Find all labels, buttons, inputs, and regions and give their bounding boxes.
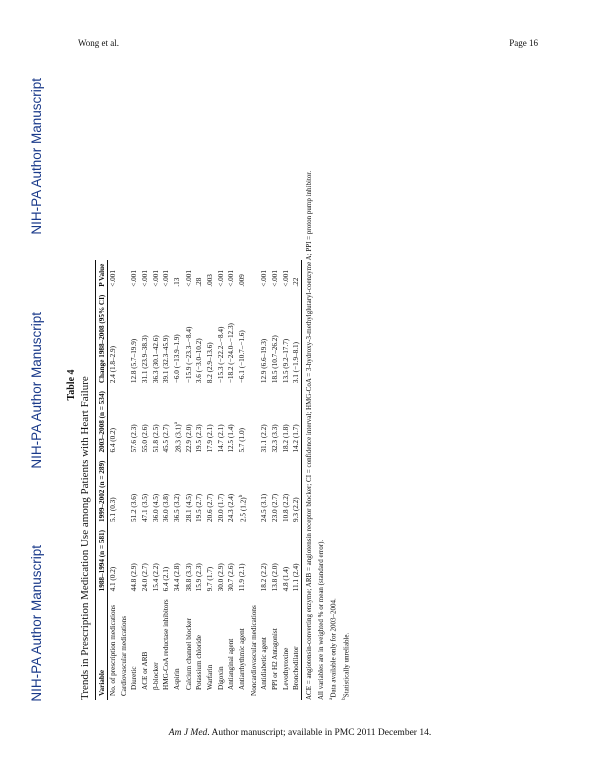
page-footer — [0, 728, 600, 738]
table-cell: 18.2 (2.2) — [260, 563, 269, 592]
table-cell: 2.4 (1.8–2.9) — [109, 346, 118, 384]
table-cell: 13.8 (2.0) — [270, 563, 279, 592]
table-cell: 5.1 (0.3) — [109, 497, 118, 522]
table-row — [150, 260, 161, 700]
table-cell: 4.1 (0.2) — [109, 566, 118, 592]
table-cell: 4.8 (1.4) — [281, 566, 290, 592]
table-cell — [119, 526, 130, 595]
table-cell: .28 — [195, 277, 204, 287]
table-cell: <.001 — [216, 270, 225, 287]
row-label: Cardiovascular medications — [119, 615, 128, 696]
table-cell: 19.5 (2.3) — [195, 424, 204, 453]
table-row — [184, 260, 195, 700]
table-cell: 8.2 (2.9–13.6) — [206, 342, 215, 384]
table-cell: 20.0 (1.7) — [216, 493, 225, 522]
table-cell: −18.2 (−24.0–−12.3) — [227, 323, 236, 384]
row-label: β-blocker — [151, 662, 160, 690]
running-header-author: Wong et al. — [78, 38, 120, 48]
table-cell: 13.5 (9.2–17.7) — [281, 338, 290, 384]
table-cell: 36.3 (30.1–42.6) — [151, 335, 160, 384]
footer-text: . Author manuscript; available in PMC 2011 December 14. — [207, 728, 432, 738]
table-cell: 18.2 (1.8) — [281, 424, 290, 453]
table-cell: <.001 — [109, 270, 118, 287]
footnote-b: $^b$Statistically unreliable. — [341, 632, 351, 700]
table-row — [226, 260, 237, 700]
table-cell: 10.8 (2.2) — [281, 493, 290, 522]
table-cell: 24.3 (2.4) — [227, 493, 236, 522]
table-cell: −6.0 (−13.9–1.9) — [172, 334, 181, 384]
table-cell — [119, 260, 130, 291]
page-number: Page 16 — [509, 38, 538, 48]
table-cell: 14.2 (1.7) — [291, 387, 302, 456]
table-cell: <.001 — [281, 270, 290, 287]
table-cell: 22.9 (2.0) — [184, 424, 193, 453]
table-row — [280, 260, 291, 700]
table-cell: 18.5 (10.7–26.2) — [270, 335, 279, 384]
table-cell: <.001 — [227, 270, 236, 287]
table-cell: <.001 — [184, 270, 193, 287]
table-cell: 36.5 (3.2) — [172, 493, 181, 522]
table-cell: 55.0 (2.6) — [141, 424, 150, 453]
nihpa-side-banner — [18, 40, 54, 740]
table-cell — [249, 260, 260, 291]
table-row — [270, 260, 281, 700]
table-cell — [119, 387, 130, 456]
footnote-a: $^a$Data available only for 2003–2004. — [328, 598, 338, 700]
table-cell: 3.6 (−3.0–10.2) — [195, 338, 204, 384]
column-header: 1999–2002 (n = 289) — [96, 457, 108, 526]
table-cell: 15.4 (2.2) — [151, 563, 160, 592]
table-cell: 57.6 (2.3) — [130, 424, 139, 453]
table-cell — [249, 387, 260, 456]
table-cell: 6.4 (2.1) — [162, 566, 171, 592]
table-cell: 31.1 (2.2) — [260, 424, 269, 453]
row-label: HMG-CoA reductase inhibitors — [162, 599, 171, 690]
table-cell: <.001 — [260, 270, 269, 287]
row-label: ACE or ARB — [141, 651, 150, 690]
medication-trends-table — [95, 260, 302, 700]
table-cell: 32.3 (3.3) — [270, 424, 279, 453]
table-cell: 12.5 (1.4) — [227, 424, 236, 453]
table-row — [129, 260, 140, 700]
row-label: PPI or H2 Antagonist — [270, 628, 279, 690]
table-cell: 31.1 (23.9–38.3) — [141, 335, 150, 384]
column-header: Variable — [96, 595, 108, 700]
table-cell: 9.3 (2.2) — [291, 457, 302, 526]
table-cell: <.001 — [162, 270, 171, 287]
row-label: Antiarrhythmic agent — [237, 628, 246, 690]
side-label: NIH-PA Author Manuscript — [28, 78, 44, 235]
table-cell: .003 — [206, 274, 215, 287]
table-cell: 19.5 (2.7) — [195, 493, 204, 522]
table-cell: 28.1 (4.5) — [184, 493, 193, 522]
table-row — [140, 260, 151, 700]
table-cell: 45.5 (2.7) — [162, 424, 171, 453]
table-row — [259, 260, 270, 700]
units-note: All variables are in weighted % or mean (standard error). — [316, 539, 325, 700]
row-label: Warfarin — [206, 664, 215, 690]
table-row — [237, 260, 249, 700]
table-cell: 30.7 (2.6) — [227, 563, 236, 592]
table-cell: 39.1 (32.3–45.9) — [162, 335, 171, 384]
table-cell: 44.8 (2.9) — [130, 563, 139, 592]
table-cell — [249, 291, 260, 387]
table-cell: 9.7 (1.7) — [206, 566, 215, 592]
table-cell: −15.9 (−23.3–−8.4) — [184, 326, 193, 384]
table-row — [194, 260, 205, 700]
table-row — [119, 260, 130, 700]
table-cell: 20.6 (2.7) — [206, 493, 215, 522]
table-cell — [119, 291, 130, 387]
table-cell: <.001 — [130, 270, 139, 287]
row-label: Levothyroxine — [281, 647, 290, 690]
table-row — [172, 260, 184, 700]
row-label: Bronchodilator — [291, 595, 302, 700]
table-cell: 30.0 (2.9) — [216, 563, 225, 592]
table-cell: .22 — [291, 260, 302, 291]
table-cell: 36.0 (4.5) — [151, 493, 160, 522]
abbreviation-note: ACE = angiotensin-converting enzyme; ARB = angiotensin receptor blocker; CI = confidence interval; HMG-CoA = 3-hydroxy-3-methylglutaryl-coenzyme A; PPI = proton pump inhibitor. — [305, 170, 314, 700]
column-header: 2003–2008 (n = 534) — [96, 387, 108, 456]
table-cell: 2.5 $(1.2)^b$ — [237, 494, 248, 522]
table-cell: 11.9 (2.1) — [237, 563, 246, 592]
column-header: P Value — [96, 260, 108, 291]
table-cell: 12.8 (5.7–19.9) — [130, 338, 139, 384]
rotated-table-block — [66, 60, 386, 710]
table-cell: 24.5 (3.1) — [260, 493, 269, 522]
journal-name: Am J Med — [168, 728, 208, 738]
table-cell: <.001 — [141, 270, 150, 287]
row-label: No. of prescription medications — [109, 604, 118, 696]
table-cell: 12.9 (6.6–19.3) — [260, 338, 269, 384]
table-cell: 34.4 (2.8) — [172, 563, 181, 592]
row-label: Antidiabetic agent — [260, 637, 269, 690]
row-label: Potassium chloride — [195, 635, 204, 690]
table-cell: 24.0 (2.7) — [141, 563, 150, 592]
side-label: NIH-PA Author Manuscript — [28, 311, 44, 469]
table-cell — [249, 526, 260, 595]
table-cell: 51.8 (2.5) — [151, 424, 160, 453]
row-label: Calcium channel blocker — [184, 618, 193, 690]
table-number: Table 4 — [66, 369, 77, 401]
table-cell: 5.7 (1.0) — [237, 427, 246, 453]
table-cell: 17.9 (2.1) — [206, 424, 215, 453]
table-notes — [305, 60, 351, 700]
table-row — [161, 260, 172, 700]
side-label: NIH-PA Author Manuscript — [28, 545, 44, 702]
column-header: 1988–1994 (n = 581) — [96, 526, 108, 595]
table-cell: 38.8 (3.3) — [184, 563, 193, 592]
row-label: Antianginal agent — [227, 638, 236, 690]
row-label: Noncardiovascular medications — [249, 605, 258, 696]
table-cell: −6.1 (−10.7–−1.6) — [237, 330, 246, 384]
row-label: Digoxin — [216, 666, 225, 690]
table-cell — [249, 457, 260, 526]
table-cell: 14.7 (2.1) — [216, 424, 225, 453]
table-cell: 11.1 (2.4) — [291, 526, 302, 595]
table-cell: .13 — [172, 277, 181, 287]
table-row — [249, 260, 260, 700]
table-row — [215, 260, 226, 700]
table-cell: 28.3 $(3.1)^a$ — [172, 421, 183, 453]
table-cell: 15.9 (2.3) — [195, 563, 204, 592]
row-label: Aspirin — [172, 668, 181, 690]
table-caption: Trends in Prescription Medication Use among Patients with Heart Failure — [79, 376, 91, 700]
table-row — [291, 260, 302, 700]
table-row — [108, 260, 119, 700]
column-header: Change 1988–2008 (95% CI) — [96, 291, 108, 387]
table-cell: 23.0 (2.7) — [270, 493, 279, 522]
row-label: Diuretic — [130, 666, 139, 690]
table-cell: −15.3 (−22.2–−8.4) — [216, 326, 225, 384]
table-cell: .009 — [237, 274, 246, 287]
table-cell: 3.1 (−1.9–8.1) — [291, 291, 302, 387]
table-cell: 6.4 (0.2) — [109, 427, 118, 453]
table-cell: <.001 — [151, 270, 160, 287]
table-cell: 47.1 (3.5) — [141, 493, 150, 522]
table-cell — [119, 457, 130, 526]
table-cell: 51.2 (3.6) — [130, 493, 139, 522]
table-header-row — [96, 260, 108, 700]
table-cell: <.001 — [270, 270, 279, 287]
table-cell: 36.0 (3.8) — [162, 493, 171, 522]
table-row — [205, 260, 216, 700]
